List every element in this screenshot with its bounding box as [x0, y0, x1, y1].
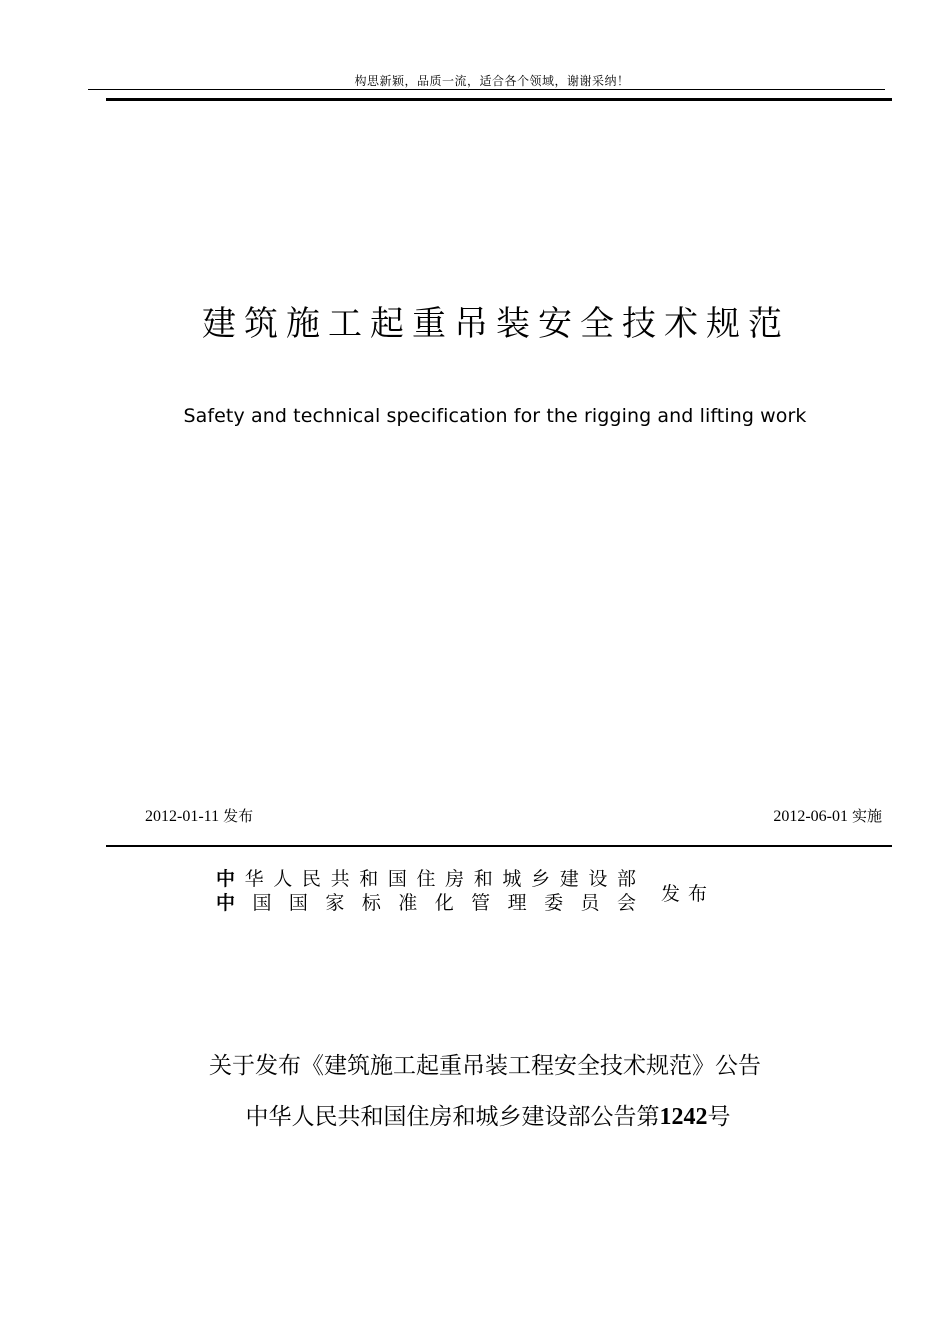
publish-date: 2012-01-11 [145, 808, 220, 825]
notice-number: 1242 [659, 1104, 708, 1130]
issuer-char: 房 [445, 868, 465, 890]
publish-date-block [145, 805, 253, 826]
issuer-char: 理 [507, 892, 527, 914]
implement-label: 实施 [851, 807, 882, 825]
issuer-char: 中 [216, 868, 236, 890]
notice-title: 关于发布《建筑施工起重吊装工程安全技术规范》公告 [209, 1053, 761, 1079]
issuer-char: 民 [301, 868, 321, 890]
issuer-char: 化 [434, 892, 454, 914]
issuer-char: 住 [416, 868, 436, 890]
header-slogan: 构思新颖，品质一流，适合各个领域，谢谢采纳！ [354, 74, 630, 88]
issuer-char: 国 [387, 868, 407, 890]
header-rule-thin [88, 89, 885, 90]
issuer-char: 国 [288, 892, 308, 914]
issuer-char: 设 [588, 868, 608, 890]
issuer-char: 国 [252, 892, 272, 914]
issuer-char: 建 [559, 868, 579, 890]
notice-sub-suffix: 号 [707, 1104, 731, 1130]
issuer-char: 乡 [531, 868, 551, 890]
issuer-line-1 [216, 869, 636, 889]
notice-subtitle [0, 1098, 950, 1131]
issuer-char: 部 [616, 868, 636, 890]
issuer-char: 准 [398, 892, 418, 914]
issuer-char: 城 [502, 868, 522, 890]
issuer-char: 共 [330, 868, 350, 890]
issuer-char: 和 [359, 868, 379, 890]
implement-date-block [773, 805, 882, 826]
issuer-char: 家 [325, 892, 345, 914]
issuer-char: 中 [216, 892, 236, 914]
header-rule-thick [106, 98, 892, 101]
notice-sub-prefix: 中华人民共和国住房和城乡建设部公告第 [245, 1104, 660, 1130]
document-title-chinese: 建筑施工起重吊装安全技术规范 [202, 304, 790, 344]
issuer-char: 标 [361, 892, 381, 914]
issuer-char: 管 [471, 892, 491, 914]
issuer-char: 会 [616, 892, 636, 914]
implement-date: 2012-06-01 [773, 808, 848, 825]
date-rule [106, 845, 892, 847]
issuer-line-2 [216, 893, 636, 913]
issued-label: 发布 [661, 883, 716, 905]
publish-label: 发布 [223, 807, 254, 825]
issuer-char: 和 [473, 868, 493, 890]
issuer-char: 员 [580, 892, 600, 914]
document-title-english: Safety and technical specification for the rigging and lifting work [183, 405, 807, 427]
issuer-char: 华 [244, 868, 264, 890]
issuer-char: 委 [544, 892, 564, 914]
issuer-char: 人 [273, 868, 293, 890]
